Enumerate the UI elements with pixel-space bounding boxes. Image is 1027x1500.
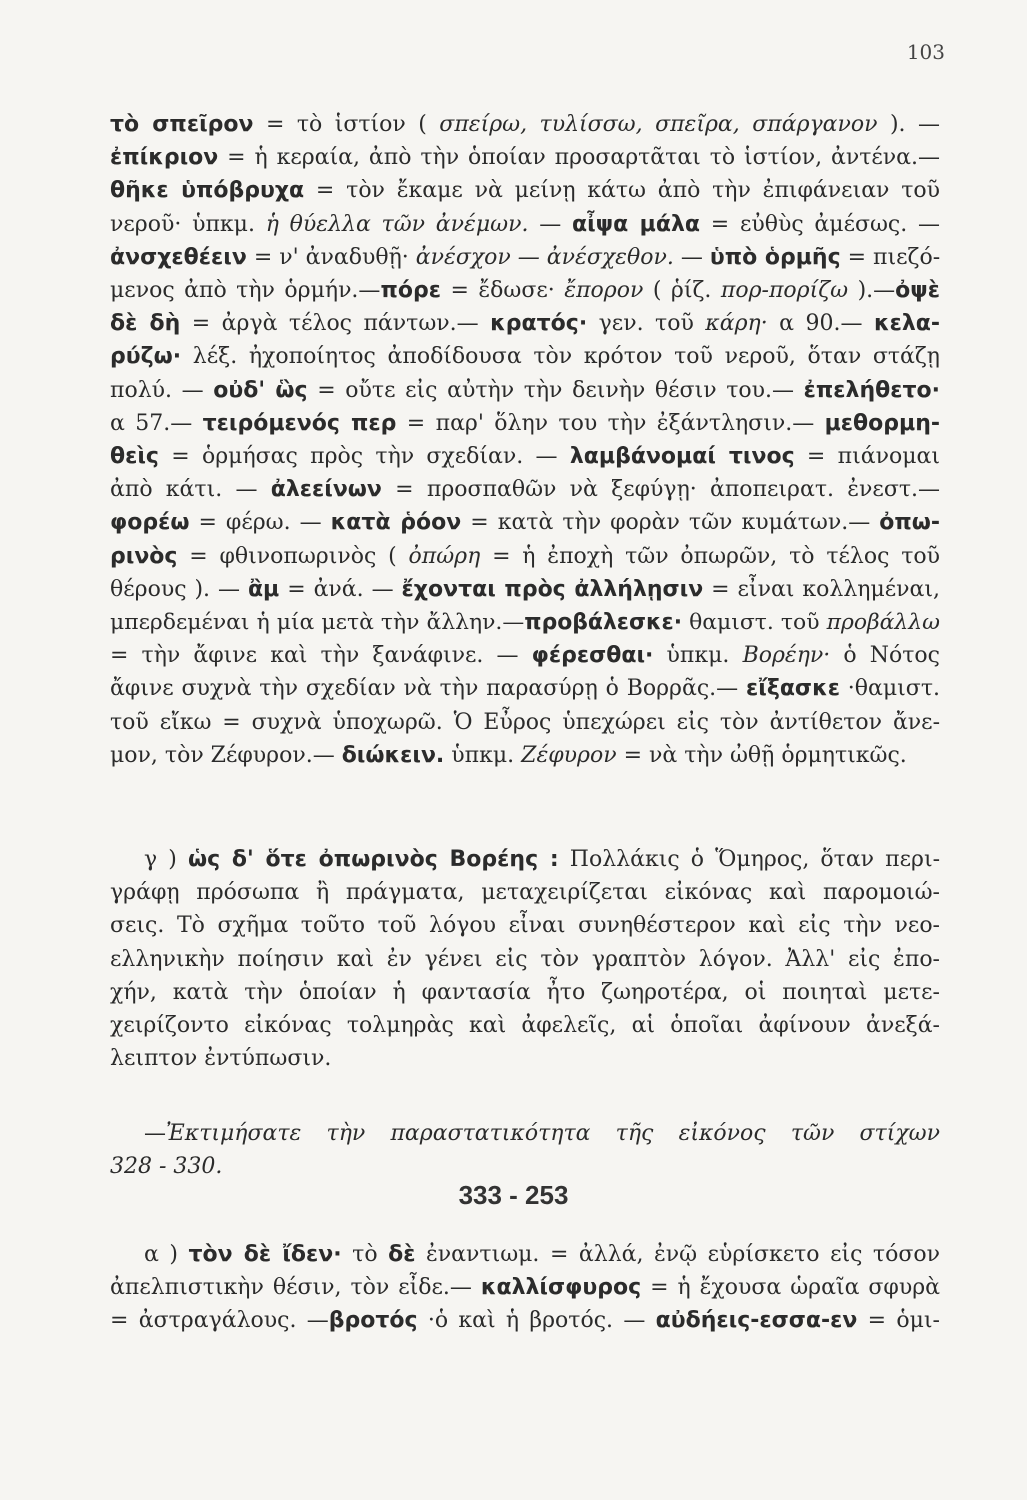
text-line <box>110 174 940 207</box>
lemma-term: ἀνσχεθέειν <box>110 244 247 270</box>
gloss-text: ὑπκμ. <box>444 742 522 768</box>
gloss-text: = νὰ τὴν ὠθῇ ὁρμητικῶς. <box>616 742 907 768</box>
text-line <box>110 208 940 241</box>
italic-text: σπείρω, τυλίσσω, σπεῖρα, σπάργανον <box>439 112 878 137</box>
gloss-text: λειπτον ἐντύπωσιν. <box>110 1046 332 1072</box>
gloss-text: τὸ <box>341 1242 389 1267</box>
text-line <box>110 340 940 373</box>
lemma-term: θῆκε ὑπόβρυχα <box>110 178 305 204</box>
gloss-text: = πιεζό- <box>840 244 941 270</box>
gloss-text: = ἡ κεραία, ἀπὸ τὴν ὁποίαν προσαρτᾶται τὸ ἱστίον, ἀντένα.— <box>218 145 940 171</box>
gloss-text: μενος ἀπὸ τὴν ὁρμήν.— <box>110 278 381 304</box>
text-line <box>110 843 940 876</box>
text-line <box>110 141 940 174</box>
gloss-text: α 90.— <box>767 311 874 337</box>
lemma-term: αἶψα μάλα <box>571 211 700 237</box>
italic-text: ὀπώρη <box>408 543 481 569</box>
gloss-text: μον, τὸν Ζέφυρον.— <box>110 742 342 768</box>
text-line <box>110 876 940 909</box>
text-line <box>110 307 940 340</box>
text-line <box>110 440 940 473</box>
lemma-term: καλλίσφυρος <box>480 1275 642 1301</box>
lemma-term: ἐπελήθετο· <box>803 377 940 403</box>
text-line <box>110 1009 940 1042</box>
gloss-text: χήν, κατὰ τὴν ὁποίαν ἡ φαντασία ἦτο ζωηροτέρα, οἱ ποιηταὶ μετε- <box>110 979 940 1005</box>
gloss-text: α ) <box>144 1242 189 1267</box>
text-line <box>110 1271 940 1304</box>
text-line <box>110 706 940 739</box>
text-line <box>110 639 940 672</box>
text-line <box>110 1150 940 1183</box>
gloss-text: = ἀστραγάλους. — <box>110 1308 329 1334</box>
lemma-term: εἴξασκε <box>746 676 840 702</box>
commentary-paragraph-1 <box>110 108 940 772</box>
gloss-text: — <box>673 244 710 270</box>
text-line <box>110 739 940 772</box>
gloss-text: = κατὰ τὴν φορὰν τῶν κυμάτων.— <box>461 510 880 536</box>
gloss-text: = εἶναι κολλημέναι, <box>703 576 940 602</box>
lemma-term: δὲ δὴ <box>110 311 181 337</box>
lemma-term: αὐδήεις-εσσα-εν <box>655 1308 858 1334</box>
text-line <box>110 1117 940 1150</box>
lemma-term: θεὶς <box>110 444 159 470</box>
gloss-text: = εὐθὺς ἀμέσως. — <box>700 211 940 237</box>
text-line <box>110 540 940 573</box>
lemma-term: φορέω <box>110 510 190 536</box>
text-line <box>110 1042 940 1075</box>
gloss-text: χειρίζοντο εἰκόνας τολμηρὰς καὶ ἀφελεῖς, αἱ ὁποῖαι ἀφίνουν ἀνεξά- <box>110 1013 940 1039</box>
text-line <box>110 506 940 539</box>
text-line <box>110 976 940 1009</box>
gloss-text: ἀπελπιστικὴν θέσιν, τὸν εἶδε.— <box>110 1275 481 1301</box>
commentary-paragraph-2 <box>110 843 940 1075</box>
text-line <box>110 473 940 506</box>
lemma-term: οὐδ' ὣς <box>213 377 308 403</box>
gloss-text: = φέρω. — <box>189 510 331 536</box>
gloss-text: — <box>144 1121 166 1146</box>
gloss-text: = τὸ ἱστίον ( <box>253 112 440 137</box>
italic-text: κάρη· <box>705 311 768 337</box>
gloss-text: = οὔτε εἰς αὐτὴν τὴν δεινὴν θέσιν του.— <box>307 377 804 403</box>
lemma-term: τειρόμενός περ <box>202 410 397 436</box>
italic-text: ἀνέσχον — ἀνέσχεθον. <box>415 244 674 270</box>
lemma-term: μεθορμη- <box>824 410 940 436</box>
section-heading: 333 - 253 <box>458 1180 569 1210</box>
lemma-term: ὀψὲ <box>895 278 940 304</box>
gloss-text: = ν' ἀναδυθῇ· <box>246 244 416 270</box>
gloss-text: θέρους ). — <box>110 576 248 602</box>
exercise-paragraph <box>110 1117 940 1183</box>
text-line <box>110 108 940 141</box>
lemma-term: ρύζω· <box>110 344 182 370</box>
gloss-text: νεροῦ· ὑπκμ. <box>110 211 266 237</box>
gloss-text: = προσπαθῶν νὰ ξεφύγῃ· ἀποπειρατ. ἐνεστ.— <box>381 477 940 503</box>
gloss-text: = τὴν ἄφινε καὶ τὴν ξανάφινε. — <box>110 643 532 669</box>
page-number: 103 <box>906 40 945 64</box>
text-line <box>110 374 940 407</box>
lemma-term: λαμβάνομαί τινος <box>569 444 795 470</box>
text-line <box>110 274 940 307</box>
lemma-term: ὑπὸ ὁρμῆς <box>709 244 841 270</box>
gloss-text: = τὸν ἔκαμε νὰ μείνῃ κάτω ἀπὸ τὴν ἐπιφάνειαν τοῦ <box>304 178 940 204</box>
text-line <box>110 241 940 274</box>
gloss-text: πολύ. — <box>110 377 214 403</box>
lemma-term: φέρεσθαι· <box>531 643 654 669</box>
lemma-term: ἂμ <box>247 576 280 602</box>
text-line <box>110 943 940 976</box>
gloss-text: ὑπκμ. <box>653 643 743 669</box>
lemma-term: ρινὸς <box>110 543 178 569</box>
lemma-term: ὡς δ' ὅτε ὀπωρινὸς Βορέης : <box>187 847 559 872</box>
lemma-term: δὲ <box>388 1242 416 1267</box>
gloss-text: ·θαμιστ. <box>839 676 940 702</box>
gloss-text: τοῦ εἴκω = συχνὰ ὑποχωρῶ. Ὁ Εὖρος ὑπεχώρει εἰς τὸν ἀντίθετον ἄνε- <box>110 709 940 735</box>
gloss-text: = πιάνομαι <box>794 444 941 470</box>
lemma-term: τὸ σπεῖρον <box>110 112 254 137</box>
gloss-text: ὁ Νότος <box>830 643 940 669</box>
lemma-term: ἀλεείνων <box>270 477 382 503</box>
italic-text: ἡ θύελλα τῶν ἀνέμων. <box>265 211 529 237</box>
italic-text: Ἐκτιμήσατε τὴν παραστατικότητα τῆς εἰκόνος τῶν στίχων <box>166 1121 940 1146</box>
gloss-text: Πολλάκις ὁ Ὅμηρος, ὅταν περι- <box>558 847 941 872</box>
lemma-term: κατὰ ῥόον <box>330 510 462 536</box>
gloss-text: = ἡ ἔχουσα ὡραῖα σφυρὰ <box>641 1275 940 1301</box>
gloss-text: α 57.— <box>110 410 203 436</box>
gloss-text: = ὁμι- <box>857 1308 940 1334</box>
italic-text: πορ-πορίζω <box>720 278 849 304</box>
gloss-text: = ἡ ἐποχὴ τῶν ὀπωρῶν, τὸ τέλος τοῦ <box>480 543 940 569</box>
gloss-text: γεν. τοῦ <box>587 311 706 337</box>
lemma-term: ἔχονται πρὸς ἀλλήλῃσιν <box>401 576 704 602</box>
italic-text: προβάλλω <box>826 610 940 636</box>
italic-text: Ζέφυρον <box>521 742 617 768</box>
gloss-text: λέξ. ἠχοποίητος ἀποδίδουσα τὸν κρότον τοῦ νεροῦ, ὅταν στάζῃ <box>181 344 940 370</box>
text-line <box>110 672 940 705</box>
gloss-text: ( ῥίζ. <box>643 278 721 304</box>
gloss-text: = φθινοπωρινὸς ( <box>177 543 409 569</box>
gloss-text: ἐναντιωμ. = ἀλλά, ἐνῷ εὑρίσκετο εἰς τόσον <box>415 1242 940 1267</box>
lemma-term: διώκειν. <box>341 742 445 768</box>
lemma-term: βροτός <box>328 1308 418 1334</box>
gloss-text: γράφῃ πρόσωπα ἢ πράγματα, μεταχειρίζεται εἰκόνας καὶ παρομοιώ- <box>110 880 940 906</box>
gloss-text: ελληνικὴν ποίησιν καὶ ἐν γένει εἰς τὸν γραπτὸν λόγον. Ἀλλ' εἰς ἐπο- <box>110 946 940 972</box>
italic-text: 328 - 330. <box>110 1154 223 1180</box>
lemma-term: ἐπίκριον <box>110 145 219 171</box>
gloss-text: = ὁρμήσας πρὸς τὴν σχεδίαν. — <box>158 444 570 470</box>
lemma-term: πόρε <box>380 278 441 304</box>
text-line <box>110 1238 940 1271</box>
gloss-text: = ἀργὰ τέλος πάντων.— <box>180 311 491 337</box>
gloss-text: — <box>528 211 572 237</box>
gloss-text: θαμιστ. τοῦ <box>682 610 827 636</box>
gloss-text: γ ) <box>144 847 188 872</box>
lemma-term: ὀπω- <box>879 510 940 536</box>
gloss-text: ἄφινε συχνὰ τὴν σχεδίαν νὰ τὴν παρασύρῃ ὁ Βορρᾶς.— <box>110 676 746 702</box>
lemma-term: τὸν δὲ ἴδεν· <box>188 1242 342 1267</box>
italic-text: ἔπορον <box>564 278 644 304</box>
text-line <box>110 573 940 606</box>
gloss-text: ἀπὸ κάτι. — <box>110 477 271 503</box>
lemma-term: κρατός· <box>490 311 588 337</box>
gloss-text: ). — <box>877 112 940 137</box>
text-line <box>110 606 940 639</box>
gloss-text: μπερδεμέναι ἡ μία μετὰ τὴν ἄλλην.— <box>110 610 525 636</box>
gloss-text: = ἔδωσε· <box>440 278 565 304</box>
gloss-text: ·ὁ καὶ ἡ βροτός. — <box>417 1308 656 1334</box>
text-line <box>110 1304 940 1337</box>
commentary-paragraph-3 <box>110 1238 940 1338</box>
text-line <box>110 909 940 942</box>
gloss-text: = ἀνά. — <box>279 576 402 602</box>
gloss-text: σεις. Τὸ σχῆμα τοῦτο τοῦ λόγου εἶναι συνηθέστερον καὶ εἰς τὴν νεο- <box>110 913 940 939</box>
gloss-text: ).— <box>848 278 896 304</box>
italic-text: Βορέην· <box>742 643 831 669</box>
gloss-text: = παρ' ὅλην του τὴν ἐξάντλησιν.— <box>396 410 825 436</box>
lemma-term: κελα- <box>873 311 940 337</box>
lemma-term: προβάλεσκε· <box>524 610 683 636</box>
text-line <box>110 407 940 440</box>
